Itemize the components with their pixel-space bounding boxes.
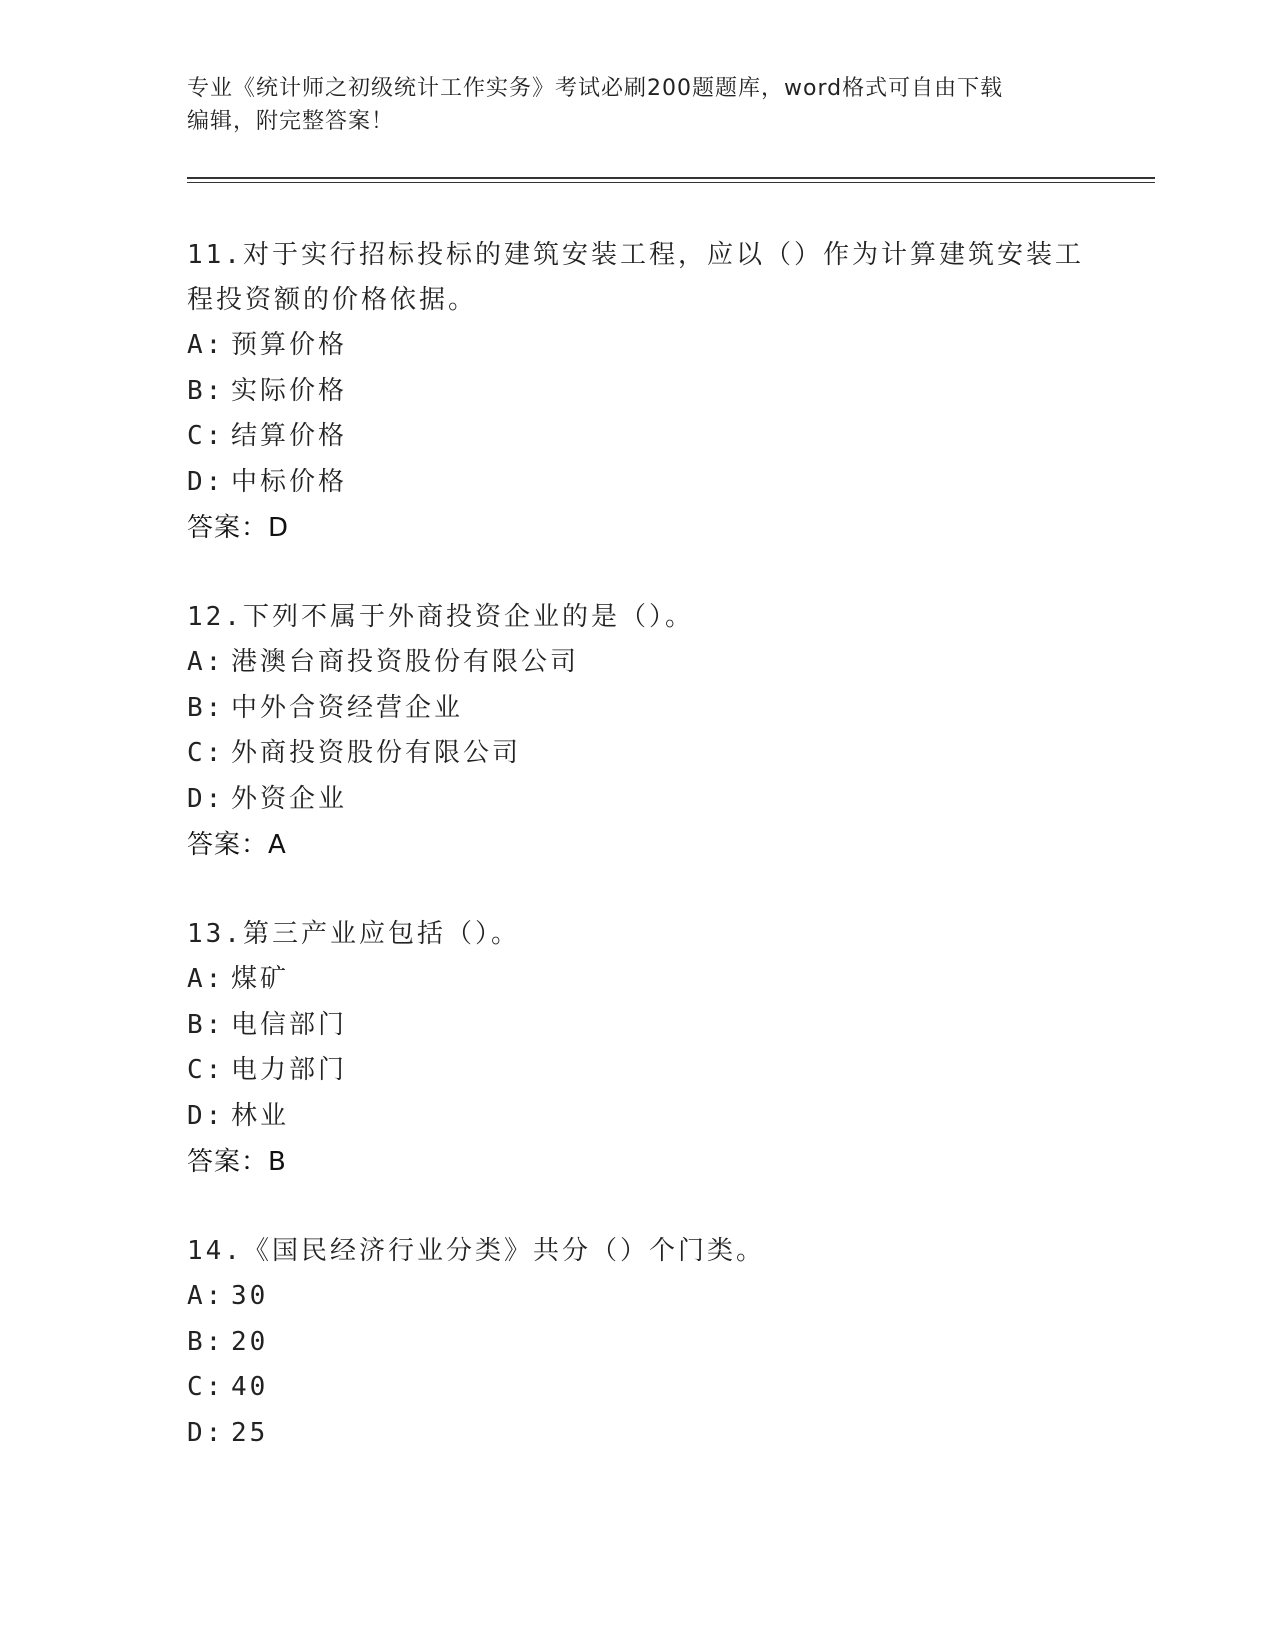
option-a — [187, 323, 1107, 369]
option-text: 预算价格 — [231, 330, 348, 360]
option-text: 40 — [231, 1372, 269, 1402]
option-letter: D: — [187, 783, 225, 814]
header-line-2: 编辑，附完整答案！ — [187, 109, 395, 134]
option-letter: A: — [187, 964, 225, 994]
option-c — [187, 1365, 1107, 1411]
option-d — [187, 460, 1107, 506]
option-text: 20 — [231, 1326, 269, 1357]
option-text: 电信部门 — [231, 1009, 348, 1040]
option-letter: B: — [187, 1326, 225, 1357]
option-text: 煤矿 — [231, 964, 290, 994]
option-text: 中外合资经营企业 — [231, 692, 464, 723]
option-letter: B: — [187, 375, 225, 406]
option-text: 港澳台商投资股份有限公司 — [231, 647, 580, 677]
option-letter: B: — [187, 692, 225, 723]
option-text: 30 — [231, 1281, 269, 1311]
option-letter: B: — [187, 1009, 225, 1040]
question-stem-continued: 程投资额的价格依据。 — [187, 285, 478, 315]
option-c — [187, 414, 1107, 460]
option-letter: A: — [187, 647, 225, 677]
answer-line: 答案：B — [187, 1147, 287, 1177]
question-stem: 14.《国民经济行业分类》共分（）个门类。 — [187, 1236, 765, 1266]
option-letter: D: — [187, 466, 225, 497]
question-12 — [187, 595, 1107, 868]
question-11 — [187, 233, 1107, 551]
option-d — [187, 1411, 1107, 1457]
option-a — [187, 640, 1107, 686]
option-d — [187, 1094, 1107, 1140]
option-text: 中标价格 — [231, 466, 348, 497]
option-text: 外资企业 — [231, 783, 348, 814]
option-b — [187, 1003, 1107, 1049]
header-divider-thick — [187, 177, 1155, 179]
header-divider-thin — [187, 182, 1155, 183]
option-c — [187, 731, 1107, 777]
option-letter: C: — [187, 1372, 225, 1402]
option-text: 外商投资股份有限公司 — [231, 738, 522, 768]
option-c — [187, 1048, 1107, 1094]
option-letter: C: — [187, 738, 225, 768]
question-13 — [187, 912, 1107, 1185]
question-stem: 13.第三产业应包括（）。 — [187, 919, 520, 949]
answer-line: 答案：A — [187, 830, 287, 860]
question-14 — [187, 1229, 1107, 1456]
option-text: 林业 — [231, 1100, 290, 1131]
document-header — [187, 72, 1087, 138]
option-b — [187, 686, 1107, 732]
header-line-1: 专业《统计师之初级统计工作实务》考试必刷200题题库，word格式可自由下载 — [187, 76, 1004, 101]
option-letter: A: — [187, 330, 225, 360]
option-b — [187, 1320, 1107, 1366]
option-letter: C: — [187, 421, 225, 451]
option-a — [187, 1274, 1107, 1320]
question-stem: 12.下列不属于外商投资企业的是（）。 — [187, 602, 694, 632]
question-stem: 11.对于实行招标投标的建筑安装工程，应以（）作为计算建筑安装工 — [187, 240, 1084, 270]
option-text: 结算价格 — [231, 421, 348, 451]
option-letter: C: — [187, 1055, 225, 1085]
option-d — [187, 777, 1107, 823]
option-letter: D: — [187, 1100, 225, 1131]
option-a — [187, 957, 1107, 1003]
option-b — [187, 369, 1107, 415]
option-text: 实际价格 — [231, 375, 348, 406]
answer-line: 答案：D — [187, 513, 290, 543]
option-text: 电力部门 — [231, 1055, 348, 1085]
question-list — [187, 233, 1107, 1500]
option-letter: A: — [187, 1281, 225, 1311]
option-text: 25 — [231, 1417, 269, 1448]
option-letter: D: — [187, 1417, 225, 1448]
